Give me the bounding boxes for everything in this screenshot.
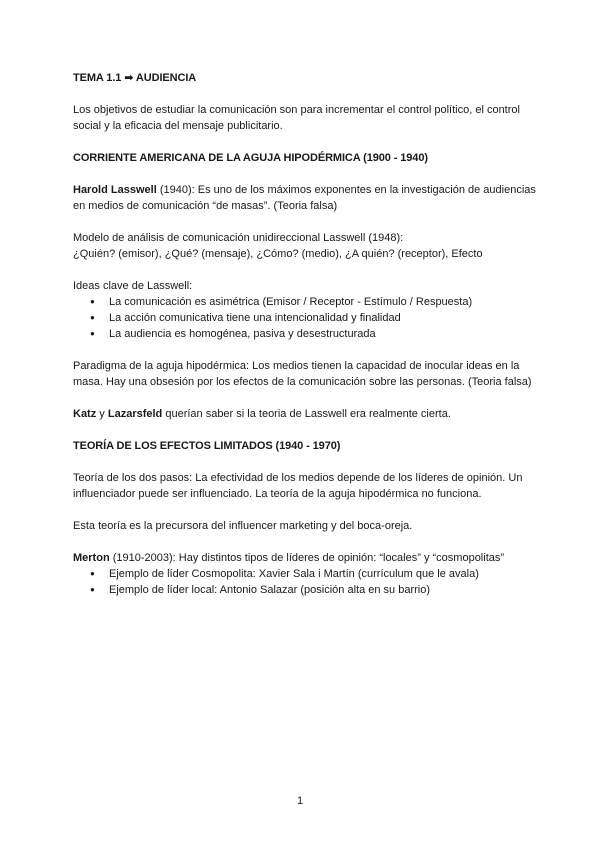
examples-list bbox=[73, 566, 543, 598]
section-heading-efectos: TEORÍA DE LOS EFECTOS LIMITADOS (1940 - 1970) bbox=[73, 440, 341, 452]
merton-text: (1910-2003): Hay distintos tipos de líderes de opinión: “locales” y “cosmopolitas” bbox=[109, 552, 505, 564]
ideas-label: Ideas clave de Lasswell: bbox=[73, 280, 193, 292]
ideas-list bbox=[73, 294, 543, 342]
lasswell-name: Harold Lasswell bbox=[73, 184, 157, 196]
intro-paragraph: Los objetivos de estudiar la comunicación son para incrementar el control político, el control social y la eficacia del mensaje publicitario. bbox=[73, 104, 520, 132]
lasswell-paragraph bbox=[73, 182, 543, 214]
list-item: ● Ejemplo de líder Cosmopolita: Xavier Sala i Martín (currículum que le avala) bbox=[73, 566, 543, 582]
merton-name: Merton bbox=[73, 552, 110, 564]
list-item: ● La comunicación es asimétrica (Emisor / Receptor - Estímulo / Respuesta) bbox=[73, 294, 543, 310]
page-number: 1 bbox=[296, 795, 304, 807]
paradigm-paragraph: Paradigma de la aguja hipodérmica: Los medios tienen la capacidad de inocular ideas en la masa. Hay una obsesión por los efectos de la comunicación sobre las personas. (Teoria falsa) bbox=[73, 360, 532, 388]
section-heading-aguja: CORRIENTE AMERICANA DE LA AGUJA HIPODÉRMICA (1900 - 1940) bbox=[73, 152, 428, 164]
katz-paragraph bbox=[73, 406, 543, 422]
precursor-paragraph: Esta teoría es la precursora del influencer marketing y del boca-oreja. bbox=[73, 520, 413, 532]
list-item: ● Ejemplo de líder local: Antonio Salazar (posición alta en su barrio) bbox=[73, 582, 543, 598]
lasswell-text: (1940): Es uno de los máximos exponentes en la investigación de audiencias en medios de comunicación “de masas”. (Teoria falsa) bbox=[73, 184, 536, 212]
model-line-2: ¿Quién? (emisor), ¿Qué? (mensaje), ¿Cómo? (medio), ¿A quién? (receptor), Efecto bbox=[73, 248, 483, 260]
katz-text: querían saber si la teoria de Lasswell era realmente cierta. bbox=[162, 408, 451, 420]
conjunction: y bbox=[96, 408, 108, 420]
model-line-1: Modelo de análisis de comunicación unidireccional Lasswell (1948): bbox=[73, 232, 404, 244]
lazarsfeld-name: Lazarsfeld bbox=[107, 408, 163, 420]
list-item: ● La audiencia es homogénea, pasiva y desestructurada bbox=[73, 326, 543, 342]
document-body bbox=[73, 70, 543, 598]
merton-paragraph bbox=[73, 550, 543, 566]
two-steps-paragraph: Teoría de los dos pasos: La efectividad de los medios depende de los líderes de opinión. Un influenciador puede ser influenciado. La teoría de la aguja hipodérmica no funciona. bbox=[73, 472, 523, 500]
katz-name: Katz bbox=[73, 408, 97, 420]
list-item: ● La acción comunicativa tiene una intencionalidad y finalidad bbox=[73, 310, 543, 326]
document-title: TEMA 1.1 ➡ AUDIENCIA bbox=[73, 72, 197, 84]
